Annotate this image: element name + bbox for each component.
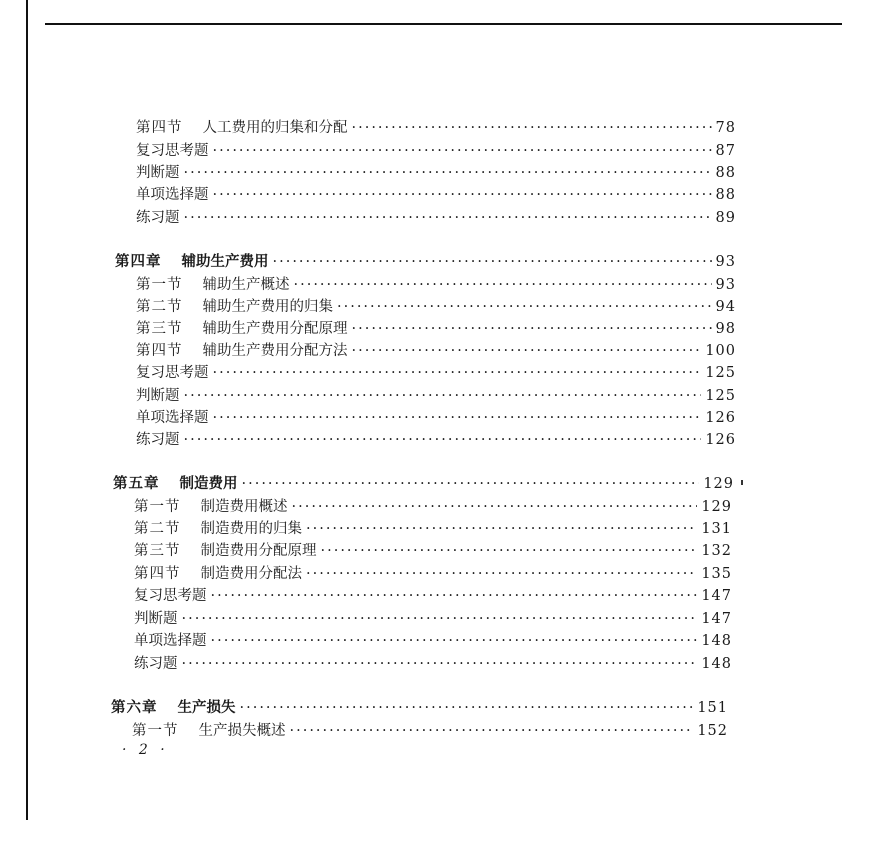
toc-entry-title: 人工费用的归集和分配 bbox=[202, 120, 348, 136]
toc-page-number: 135 bbox=[701, 566, 732, 582]
dot-leader bbox=[352, 118, 712, 138]
toc-entry bbox=[136, 275, 736, 295]
toc-page-number: 88 bbox=[715, 165, 736, 181]
toc-chapter-number: 第五章 bbox=[113, 475, 160, 492]
dot-leader bbox=[182, 654, 698, 674]
page-folio: · 2 · bbox=[122, 742, 169, 758]
toc-entry bbox=[136, 163, 736, 183]
toc-entry-title: 生产损失概述 bbox=[198, 723, 286, 739]
toc-entry bbox=[134, 654, 732, 674]
toc-entry bbox=[136, 118, 736, 138]
toc-chapter-number: 第四章 bbox=[115, 253, 162, 270]
toc-entry-title: 制造费用分配原理 bbox=[200, 543, 317, 559]
toc-entry bbox=[136, 319, 736, 339]
toc-entry bbox=[134, 586, 732, 606]
dot-leader bbox=[213, 185, 712, 205]
toc-section-number: 第一节 bbox=[136, 277, 183, 293]
dot-leader bbox=[292, 497, 698, 517]
dot-leader bbox=[213, 408, 702, 428]
toc-page-number: 129 bbox=[703, 476, 734, 492]
dot-leader bbox=[352, 319, 712, 339]
toc-entry bbox=[134, 631, 732, 651]
toc-section-number: 第三节 bbox=[136, 321, 183, 337]
toc-entry-title: 练习题 bbox=[136, 432, 180, 448]
dot-leader bbox=[321, 541, 698, 561]
dot-leader bbox=[213, 363, 702, 383]
toc-entry-title: 判断题 bbox=[136, 388, 180, 404]
toc-chapter-title: 制造费用 bbox=[179, 475, 238, 492]
dot-leader bbox=[294, 275, 712, 295]
toc-chapter-title: 辅助生产费用 bbox=[181, 253, 269, 270]
toc-entry-title: 单项选择题 bbox=[136, 410, 209, 426]
toc-entry bbox=[136, 297, 736, 317]
toc-entry-title: 单项选择题 bbox=[136, 187, 209, 203]
toc-section-number: 第二节 bbox=[134, 521, 181, 537]
dot-leader bbox=[184, 386, 702, 406]
toc-entry-title: 辅助生产费用分配原理 bbox=[202, 321, 348, 337]
toc-page-number: 152 bbox=[697, 723, 728, 739]
toc-entry-title: 复习思考题 bbox=[136, 365, 209, 381]
dot-leader bbox=[182, 609, 698, 629]
toc-page-number: 125 bbox=[705, 388, 736, 404]
dot-leader bbox=[184, 430, 702, 450]
toc-entry-title: 判断题 bbox=[134, 611, 178, 627]
toc-entry-title: 辅助生产费用的归集 bbox=[202, 299, 333, 315]
toc-page-number: 126 bbox=[705, 432, 736, 448]
toc-entry bbox=[136, 430, 736, 450]
dot-leader bbox=[337, 297, 712, 317]
toc-page-number: 88 bbox=[715, 187, 736, 203]
toc-page-number: 89 bbox=[715, 210, 736, 226]
toc-entry bbox=[136, 185, 736, 205]
toc-entry bbox=[134, 497, 732, 517]
toc-section-number: 第三节 bbox=[134, 543, 181, 559]
dot-leader bbox=[273, 252, 712, 272]
toc-page-number: 148 bbox=[701, 633, 732, 649]
toc-page-number: 87 bbox=[715, 143, 736, 159]
toc-section-number: 第二节 bbox=[136, 299, 183, 315]
toc-entry bbox=[136, 341, 736, 361]
toc-page-number: 93 bbox=[715, 277, 736, 293]
toc-entry bbox=[134, 541, 732, 561]
toc-chapter-number: 第六章 bbox=[111, 699, 158, 716]
toc-entry-title: 制造费用的归集 bbox=[200, 521, 302, 537]
dot-leader bbox=[290, 721, 694, 741]
toc-page-number: 78 bbox=[715, 120, 736, 136]
toc-page-number: 147 bbox=[701, 588, 732, 604]
dot-leader bbox=[306, 564, 697, 584]
toc-entry bbox=[132, 721, 728, 741]
toc-section-number: 第一节 bbox=[132, 723, 179, 739]
toc-chapter-title: 生产损失 bbox=[177, 699, 236, 716]
toc-entry bbox=[136, 408, 736, 428]
toc-page-number: 100 bbox=[705, 343, 736, 359]
dot-leader bbox=[184, 208, 712, 228]
dot-leader bbox=[211, 586, 698, 606]
toc-section-number: 第四节 bbox=[136, 343, 183, 359]
toc-entry-title: 判断题 bbox=[136, 165, 180, 181]
toc-section-number: 第一节 bbox=[134, 499, 181, 515]
toc-page-number: 125 bbox=[705, 365, 736, 381]
toc-page-number: 147 bbox=[701, 611, 732, 627]
toc-entry bbox=[136, 141, 736, 161]
toc-entry bbox=[134, 609, 732, 629]
toc-page-number: 94 bbox=[715, 299, 736, 315]
toc-entry bbox=[134, 519, 732, 539]
toc-page-number: 151 bbox=[697, 700, 728, 716]
dot-leader bbox=[240, 698, 694, 718]
toc-entry-title: 复习思考题 bbox=[136, 143, 209, 159]
toc-entry-title: 单项选择题 bbox=[134, 633, 207, 649]
dot-leader bbox=[242, 474, 700, 494]
left-margin-rule bbox=[26, 0, 28, 820]
toc-section-number: 第四节 bbox=[134, 566, 181, 582]
toc-entry bbox=[136, 363, 736, 383]
toc-entry-title: 制造费用分配法 bbox=[200, 566, 302, 582]
toc-chapter-entry bbox=[113, 474, 734, 494]
toc-page-number: 126 bbox=[705, 410, 736, 426]
toc-entry bbox=[134, 564, 732, 584]
dot-leader bbox=[184, 163, 712, 183]
toc-entry-title: 复习思考题 bbox=[134, 588, 207, 604]
toc-page-number: 93 bbox=[715, 254, 736, 270]
dot-leader bbox=[211, 631, 698, 651]
toc-page-number: 129 bbox=[701, 499, 732, 515]
toc-entry bbox=[136, 208, 736, 228]
dot-leader bbox=[352, 341, 702, 361]
toc-entry-title: 练习题 bbox=[134, 656, 178, 672]
toc-entry-title: 辅助生产概述 bbox=[202, 277, 290, 293]
toc-page-number: 148 bbox=[701, 656, 732, 672]
toc-entry bbox=[136, 386, 736, 406]
toc-entry-title: 练习题 bbox=[136, 210, 180, 226]
dot-leader bbox=[306, 519, 697, 539]
toc-entry-title: 辅助生产费用分配方法 bbox=[202, 343, 348, 359]
toc-section-number: 第四节 bbox=[136, 120, 183, 136]
print-speck bbox=[741, 480, 743, 485]
dot-leader bbox=[213, 141, 712, 161]
toc-entry-title: 制造费用概述 bbox=[200, 499, 288, 515]
toc-page-number: 132 bbox=[701, 543, 732, 559]
toc-page-number: 131 bbox=[701, 521, 732, 537]
toc-chapter-entry bbox=[115, 252, 736, 272]
toc-page-number: 98 bbox=[715, 321, 736, 337]
top-rule bbox=[45, 23, 842, 25]
toc-chapter-entry bbox=[111, 698, 728, 718]
